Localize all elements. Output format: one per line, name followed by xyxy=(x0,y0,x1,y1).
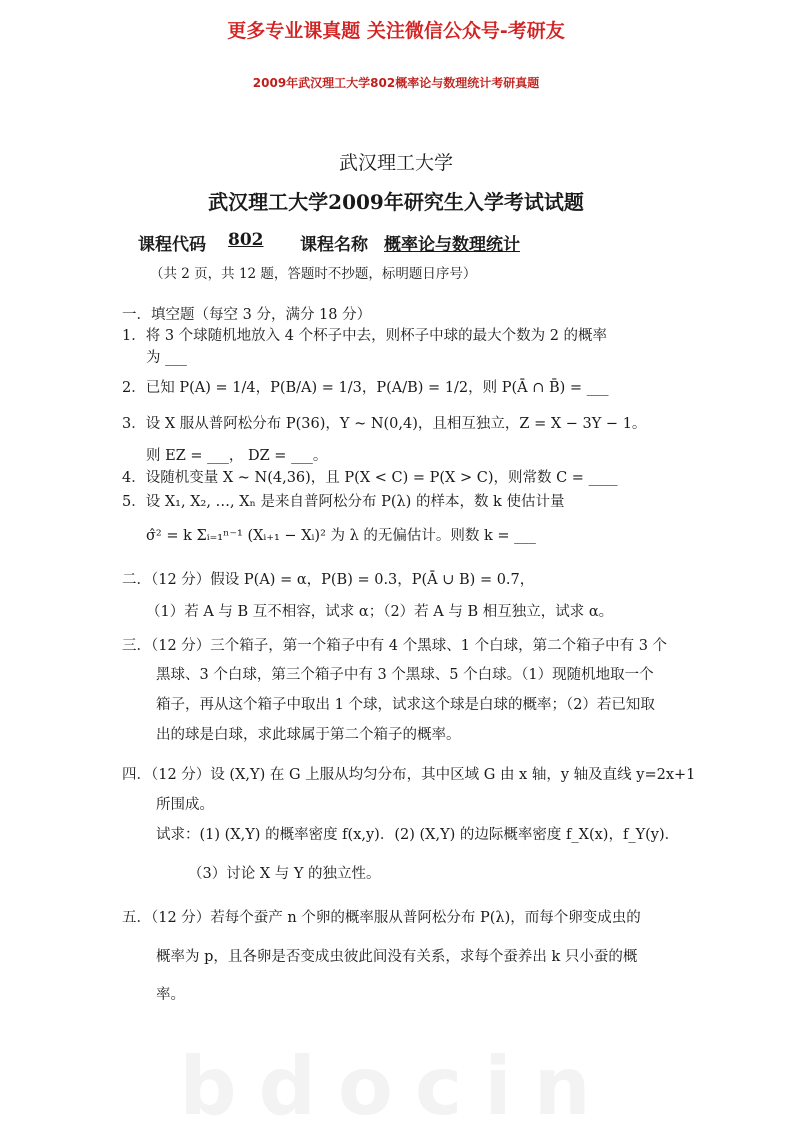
q1-heading: 一．填空题（每空 3 分，满分 18 分） xyxy=(122,307,372,323)
q5-line1: 五．（12 分）若每个蚕产 n 个卵的概率服从普阿松分布 P(λ)，而每个卵变成虫的 xyxy=(122,910,641,926)
q1-item3-line1: 3．设 X 服从普阿松分布 P(36)，Y ~ N(0,4)，且相互独立，Z = X − 3Y − 1。 xyxy=(122,416,647,432)
q4-line2: 所围成。 xyxy=(156,797,214,813)
q2-line2: （1）若 A 与 B 互不相容，试求 α；（2）若 A 与 B 相互独立，试求 α。 xyxy=(146,604,614,620)
q3-line4: 出的球是白球，求此球属于第二个箱子的概率。 xyxy=(156,727,461,743)
q5-line3: 率。 xyxy=(156,987,185,1003)
q2-line1: 二．（12 分）假设 P(A) = α，P(B) = 0.3，P(Ā ∪ B) = 0.7， xyxy=(122,572,535,588)
course-name-label: 课程名称 xyxy=(300,235,368,255)
exam-note: （共 2 页，共 12 题，答题时不抄题，标明题日序号） xyxy=(150,266,477,282)
q1-item3-line2: 则 EZ = ___， DZ = ___。 xyxy=(146,448,328,464)
q3-line2: 黑球、3 个白球，第三个箱子中有 3 个黑球、5 个白球。（1）现随机地取一个 xyxy=(156,667,654,683)
q4-line4: （3）讨论 X 与 Y 的独立性。 xyxy=(188,866,381,882)
q4-line3: 试求：(1) (X,Y) 的概率密度 f(x,y)．(2) (X,Y) 的边际概率密度 f_X(x)，f_Y(y)． xyxy=(156,827,680,843)
q1-item2: 2．已知 P(A) = 1/4，P(B/A) = 1/3，P(A/B) = 1/2，则 P(Ā ∩ B̄) = ___ xyxy=(122,380,609,396)
watermark: bdocin xyxy=(179,1040,613,1133)
course-name: 概率论与数理统计 xyxy=(384,235,520,255)
q1-item5-line2: σ̂² = k Σᵢ₌₁ⁿ⁻¹ (Xᵢ₊₁ − Xᵢ)² 为 λ 的无偏估计。则数 k = ___ xyxy=(146,528,536,544)
q1-item1-line2: 为 ___ xyxy=(146,350,187,366)
document-subtitle: 2009年武汉理工大学802概率论与数理统计考研真题 xyxy=(252,76,540,90)
q4-line1: 四．（12 分）设 (X,Y) 在 G 上服从均匀分布，其中区域 G 由 x 轴，y 轴及直线 y=2x+1 xyxy=(122,767,696,783)
q1-item1-line1: 1．将 3 个球随机地放入 4 个杯子中去，则杯子中球的最大个数为 2 的概率 xyxy=(122,328,608,344)
course-code-label: 课程代码 xyxy=(138,235,206,255)
q5-line2: 概率为 p，且各卵是否变成虫彼此间没有关系，求每个蚕养出 k 只小蚕的概 xyxy=(156,949,638,965)
school-name: 武汉理工大学 xyxy=(338,152,453,174)
promo-banner: 更多专业课真题 关注微信公众号-考研友 xyxy=(227,20,565,42)
course-code: 802 xyxy=(228,230,264,250)
q1-item4: 4．设随机变量 X ~ N(4,36)，且 P(X < C) = P(X > C)，则常数 C = ____ xyxy=(122,470,618,486)
q3-line1: 三．（12 分）三个箱子，第一个箱子中有 4 个黑球、1 个白球，第二个箱子中有 3 个 xyxy=(122,638,668,654)
q1-item5-line1: 5．设 X₁, X₂, …, Xₙ 是来自普阿松分布 P(λ) 的样本，数 k 使估计量 xyxy=(122,494,565,510)
q3-line3: 箱子，再从这个箱子中取出 1 个球，试求这个球是白球的概率；（2）若已知取 xyxy=(156,697,655,713)
exam-title: 武汉理工大学2009年研究生入学考试试题 xyxy=(208,190,584,214)
